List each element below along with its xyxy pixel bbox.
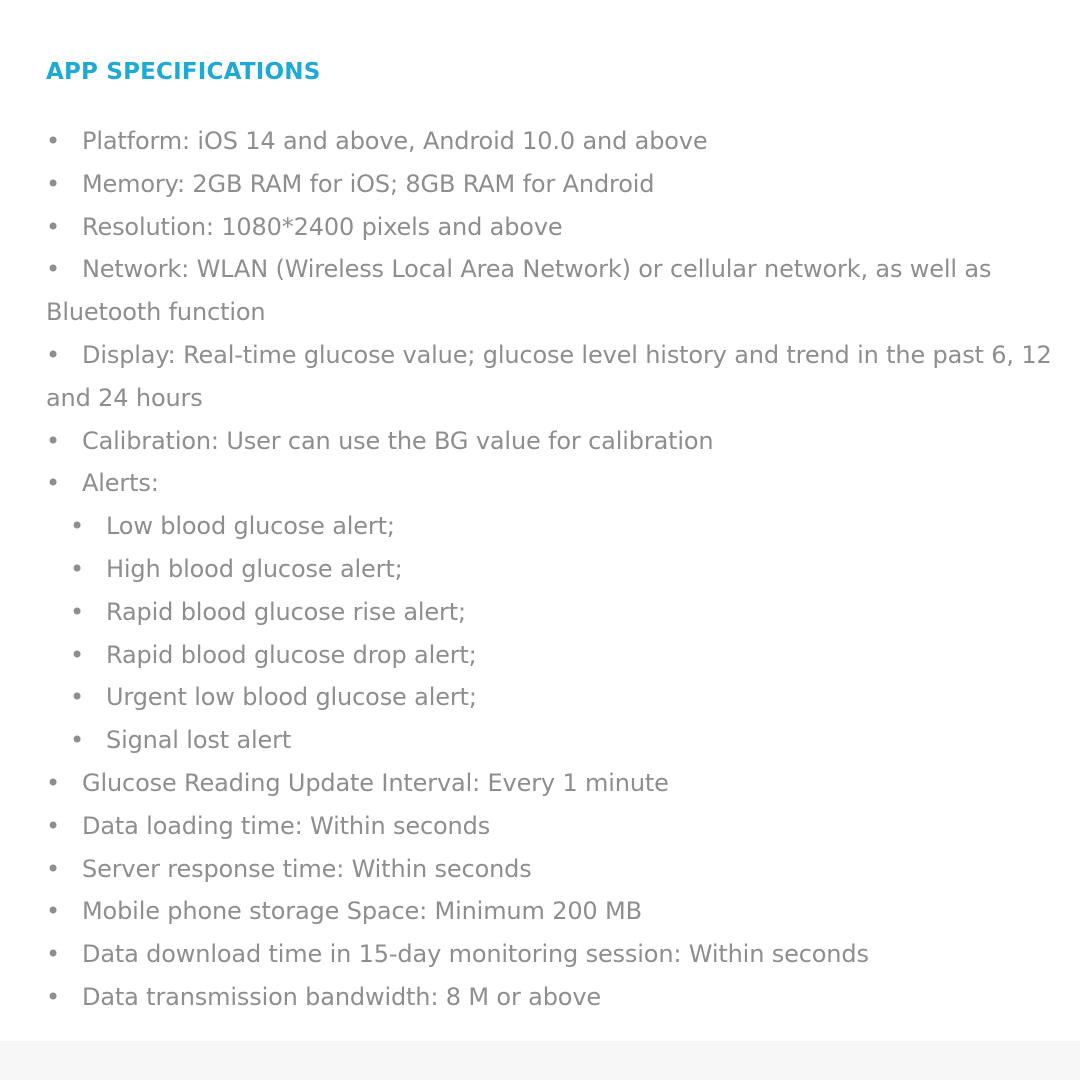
bullet-icon: • [70,512,85,541]
spec-item-memory [46,163,1066,206]
bullet-icon: • [70,640,85,669]
spec-item-network [46,248,1066,334]
bullet-icon: • [70,597,85,626]
bullet-icon: • [46,340,61,369]
spec-text: High blood glucose alert; [106,554,403,583]
sub-item-signal-lost-alert [46,719,1066,762]
sub-item-rise-alert [46,591,1066,634]
spec-item-update-interval [46,762,1066,805]
spec-text: Display: Real-time glucose value; glucose level history and trend in the past 6, 12 and 24 hours [46,340,1052,412]
bullet-icon: • [46,469,61,498]
spec-text: Low blood glucose alert; [106,512,395,541]
bullet-icon: • [70,554,85,583]
bullet-icon: • [46,982,61,1011]
bullet-icon: • [46,768,61,797]
spec-text: Rapid blood glucose drop alert; [106,640,477,669]
spec-text: Alerts: [82,469,159,498]
bullet-icon: • [46,255,61,284]
spec-item-bandwidth [46,976,1066,1019]
spec-text: Signal lost alert [106,726,292,755]
spec-item-resolution [46,206,1066,249]
spec-item-download-time [46,933,1066,976]
bullet-icon: • [46,212,61,241]
bullet-icon: • [70,683,85,712]
spec-list [46,120,1066,1019]
spec-item-calibration [46,420,1066,463]
sub-item-urgent-low-alert [46,676,1066,719]
spec-text: Glucose Reading Update Interval: Every 1 minute [82,768,669,797]
spec-text: Resolution: 1080*2400 pixels and above [82,212,563,241]
spec-item-loading-time [46,805,1066,848]
sub-item-high-alert [46,548,1066,591]
bottom-divider [0,1041,1080,1080]
bullet-icon: • [46,127,61,155]
spec-item-display [46,334,1066,420]
sub-item-drop-alert [46,634,1066,677]
bullet-icon: • [46,169,61,198]
spec-item-storage [46,890,1066,933]
bullet-icon: • [46,854,61,883]
sub-item-low-alert [46,505,1066,548]
spec-text: Mobile phone storage Space: Minimum 200 MB [82,897,642,926]
section-heading: APP SPECIFICATIONS [46,59,321,85]
spec-text: Calibration: User can use the BG value for calibration [82,426,714,455]
spec-text: Platform: iOS 14 and above, Android 10.0 and above [82,127,708,155]
spec-text: Data transmission bandwidth: 8 M or above [82,982,601,1011]
spec-text: Data download time in 15-day monitoring session: Within seconds [82,940,869,969]
bullet-icon: • [70,726,85,755]
spec-text: Memory: 2GB RAM for iOS; 8GB RAM for Android [82,169,655,198]
spec-text: Data loading time: Within seconds [82,811,491,840]
spec-text: Urgent low blood glucose alert; [106,683,477,712]
spec-item-server-response [46,848,1066,891]
spec-text: Server response time: Within seconds [82,854,532,883]
spec-item-alerts [46,462,1066,505]
bullet-icon: • [46,897,61,926]
spec-item-platform [46,120,1066,163]
spec-text: Rapid blood glucose rise alert; [106,597,466,626]
bullet-icon: • [46,811,61,840]
bullet-icon: • [46,426,61,455]
bullet-icon: • [46,940,61,969]
spec-text: Network: WLAN (Wireless Local Area Network) or cellular network, as well as Bluetooth function [46,255,992,327]
